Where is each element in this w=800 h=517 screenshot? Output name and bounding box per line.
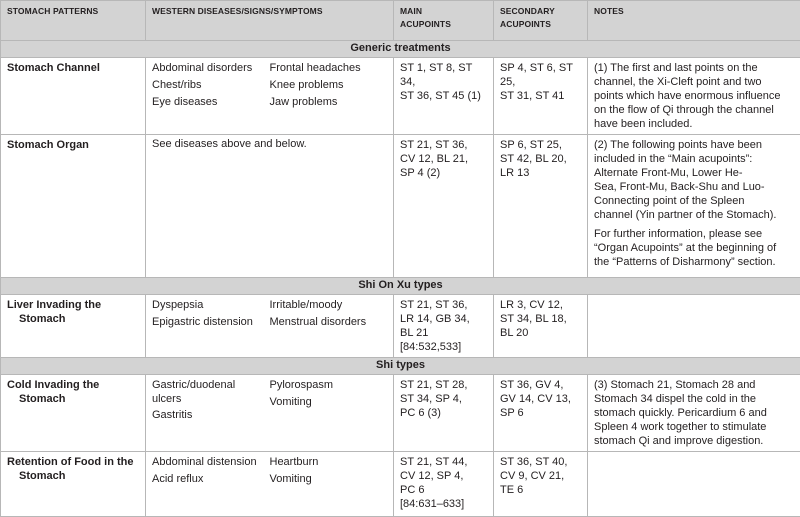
symptoms-cell (146, 452, 394, 517)
section-row (1, 41, 800, 58)
main-acupoints-cell: ST 1, ST 8, ST 34, ST 36, ST 45 (1) (394, 58, 494, 135)
section-row (1, 358, 800, 375)
header-secondary-acupoints: SECONDARY ACUPOINTS (494, 1, 588, 41)
table-row (1, 135, 800, 278)
header-row (1, 1, 800, 41)
pattern-name: Stomach Organ (1, 135, 146, 278)
symptoms-cell (146, 375, 394, 452)
symptom: Frontal headaches (270, 61, 388, 75)
symptom: Dyspepsia (152, 298, 270, 312)
notes-cell (588, 295, 800, 358)
header-main-acupoints: MAIN ACUPOINTS (394, 1, 494, 41)
symptom: Abdominal disorders (152, 61, 270, 75)
symptom: Heartburn (270, 455, 388, 469)
pattern-name: Cold Invading the Stomach (1, 375, 146, 452)
header-patterns: STOMACH PATTERNS (1, 1, 146, 41)
main-acupoints-cell: ST 21, ST 44, CV 12, SP 4, PC 6 [84:631–633] (394, 452, 494, 517)
header-notes: NOTES (588, 1, 800, 41)
symptom: Gastric/duodenal ulcers (152, 378, 270, 406)
symptom: Knee problems (270, 78, 388, 92)
secondary-acupoints-cell: ST 36, GV 4, GV 14, CV 13, SP 6 (494, 375, 588, 452)
table-row (1, 375, 800, 452)
symptoms-cell (146, 58, 394, 135)
notes-cell: (3) Stomach 21, Stomach 28 and Stomach 34 dispel the cold in the stomach quickly. Pericardium 6 and Spleen 4 work together to stimulate stomach Qi and improve digestion. (588, 375, 800, 452)
notes-cell: (1) The first and last points on the channel, the Xi-Cleft point and two points which have enormous influence on the flow of Qi through the channel have been included. (588, 58, 800, 135)
symptom: Chest/ribs (152, 78, 270, 92)
symptoms-cell (146, 295, 394, 358)
secondary-acupoints-cell: SP 4, ST 6, ST 25, ST 31, ST 41 (494, 58, 588, 135)
symptom: Vomiting (270, 395, 388, 409)
pattern-name: Liver Invading the Stomach (1, 295, 146, 358)
table-row (1, 452, 800, 517)
notes-cell: (2) The following points have been included in the “Main acupoints”: Alternate Front-Mu, Lower He- Sea, Front-Mu, Back-Shu and Luo- Connecting point of the Spleen channel (Yin partner of the Stomach). For further information, please see “Organ Acupoints” at the beginning of the “Patterns of Disharmony” section. (588, 135, 800, 278)
secondary-acupoints-cell: LR 3, CV 12, ST 34, BL 18, BL 20 (494, 295, 588, 358)
symptom: Jaw problems (270, 95, 388, 109)
symptom: Vomiting (270, 472, 388, 486)
symptom: Gastritis (152, 408, 270, 422)
symptom: Menstrual disorders (270, 315, 388, 329)
main-acupoints-cell: ST 21, ST 28, ST 34, SP 4, PC 6 (3) (394, 375, 494, 452)
main-acupoints-cell: ST 21, ST 36, LR 14, GB 34, BL 21 [84:532,533] (394, 295, 494, 358)
section-generic-treatments: Generic treatments (1, 41, 800, 58)
symptoms-cell: See diseases above and below. (146, 135, 394, 278)
pattern-name: Retention of Food in the Stomach (1, 452, 146, 517)
section-shi-types: Shi types (1, 358, 800, 375)
table-row (1, 295, 800, 358)
symptom: Eye diseases (152, 95, 270, 109)
main-acupoints-cell: ST 21, ST 36, CV 12, BL 21, SP 4 (2) (394, 135, 494, 278)
table-row (1, 58, 800, 135)
symptom: Epigastric distension (152, 315, 270, 329)
symptom: Acid reflux (152, 472, 270, 486)
notes-cell (588, 452, 800, 517)
secondary-acupoints-cell: SP 6, ST 25, ST 42, BL 20, LR 13 (494, 135, 588, 278)
header-western: WESTERN DISEASES/SIGNS/SYMPTOMS (146, 1, 394, 41)
section-shi-on-xu-types: Shi On Xu types (1, 278, 800, 295)
secondary-acupoints-cell: ST 36, ST 40, CV 9, CV 21, TE 6 (494, 452, 588, 517)
symptom: Pylorospasm (270, 378, 388, 392)
symptom: Irritable/moody (270, 298, 388, 312)
section-row (1, 278, 800, 295)
pattern-name: Stomach Channel (1, 58, 146, 135)
symptom: Abdominal distension (152, 455, 270, 469)
